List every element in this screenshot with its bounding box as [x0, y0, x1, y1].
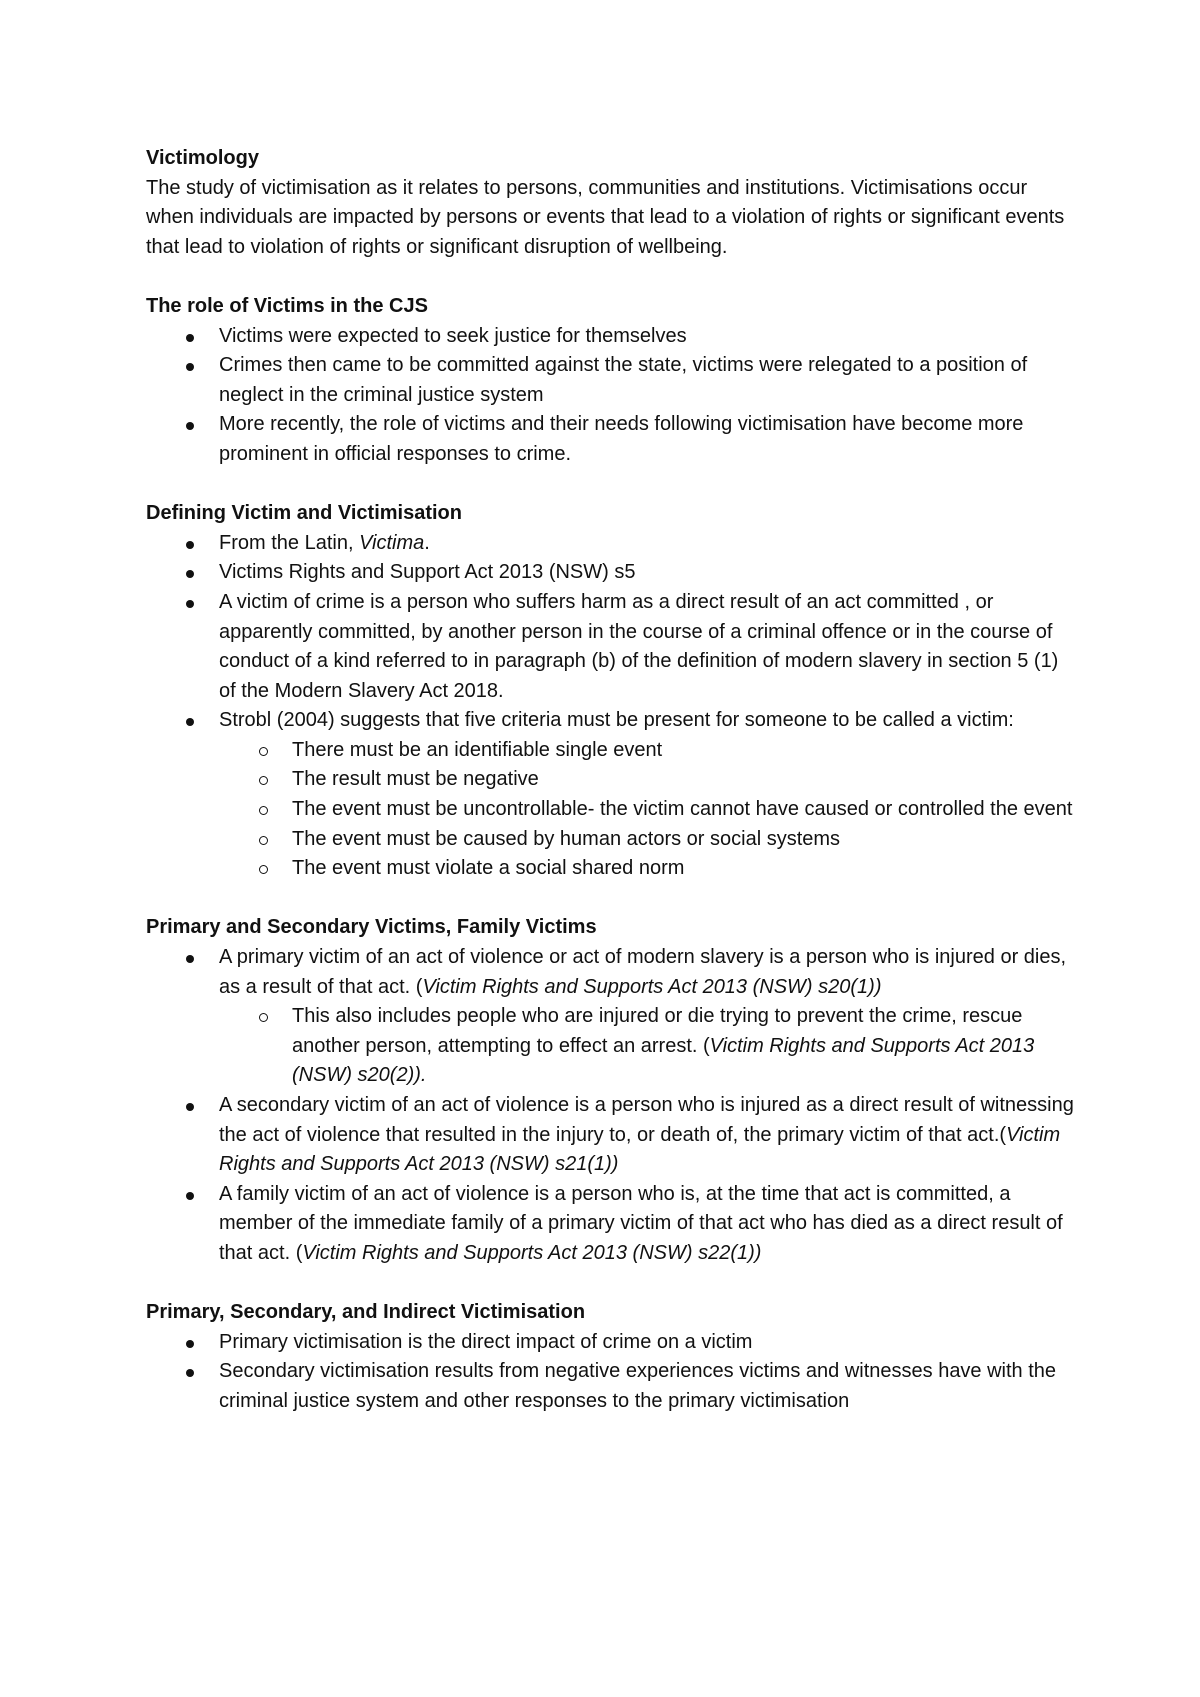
- item-text: A secondary victim of an act of violence is a person who is injured as a direct result of witnessing the act of violence that resulted in the injury to, or death of, the primary victim of that act.(: [219, 1094, 1074, 1146]
- item-text: This also includes people who are injured or die trying to prevent the crime, rescue another person, attempting to effect an arrest. (: [292, 1005, 1023, 1057]
- list-item: Crimes then came to be committed against the state, victims were relegated to a position of neglect in the criminal justice system: [146, 351, 1076, 410]
- latin-term: Victima: [359, 531, 425, 554]
- list-item: [146, 943, 1076, 1091]
- citation: Victim Rights and Supports Act 2013 (NSW) s22(1)): [302, 1241, 762, 1264]
- heading-defining-victim: Defining Victim and Victimisation: [146, 502, 462, 525]
- list-item: Victims Rights and Support Act 2013 (NSW) s5: [146, 558, 1076, 588]
- list-item: [146, 706, 1076, 884]
- list-item: More recently, the role of victims and their needs following victimisation have become more prominent in official responses to crime.: [146, 410, 1076, 469]
- list-item: The event must violate a social shared norm: [219, 854, 1076, 884]
- spacer: [146, 1269, 1076, 1299]
- heading-role-of-victims: The role of Victims in the CJS: [146, 294, 428, 317]
- list-item: The event must be caused by human actors or social systems: [219, 825, 1076, 855]
- spacer: [146, 262, 1076, 292]
- item-text: From the Latin,: [219, 531, 360, 554]
- victimology-paragraph: The study of victimisation as it relates to persons, communities and institutions. Victimisations occur when individuals are impacted by persons or events that lead to a violation of rights or significant events that lead to violation of rights or significant disruption of wellbeing.: [146, 176, 1065, 258]
- list-item: Victims were expected to seek justice for themselves: [146, 322, 1076, 352]
- role-list: [146, 322, 1076, 470]
- document-page: [146, 144, 1076, 1417]
- victimisation-list: [146, 1328, 1076, 1417]
- list-item: [146, 1091, 1076, 1180]
- citation: Victim Rights and Supports Act 2013 (NSW) s21(1)): [219, 1123, 1061, 1176]
- item-text: A family victim of an act of violence is a person who is, at the time that act is committed, a member of the immediate family of a primary victim of that act who has died as a direct result of that act. (: [219, 1182, 1063, 1264]
- spacer: [146, 884, 1076, 914]
- list-item: [146, 529, 1076, 559]
- heading-victimisation-types: Primary, Secondary, and Indirect Victimisation: [146, 1301, 586, 1324]
- list-item: [219, 1002, 1076, 1091]
- heading-victimology: Victimology: [146, 147, 259, 169]
- list-item: Primary victimisation is the direct impact of crime on a victim: [146, 1328, 1076, 1358]
- citation: Victim Rights and Supports Act 2013 (NSW) s20(1)): [422, 975, 882, 998]
- spacer: [146, 470, 1076, 500]
- defining-list: [146, 529, 1076, 884]
- heading-primary-secondary: Primary and Secondary Victims, Family Victims: [146, 916, 597, 939]
- list-item: A victim of crime is a person who suffers harm as a direct result of an act committed , or apparently committed, by another person in the course of a criminal offence or in the course of conduct of a kind referred to in paragraph (b) of the definition of modern slavery in section 5 (1) of the Modern Slavery Act 2018.: [146, 588, 1076, 706]
- citation: Victim Rights and Supports Act 2013 (NSW) s20(2)).: [292, 1034, 1035, 1087]
- item-text: .: [424, 531, 430, 554]
- primary-secondary-list: [146, 943, 1076, 1269]
- criteria-list: [146, 736, 1076, 884]
- item-text: Strobl (2004) suggests that five criteria must be present for someone to be called a victim:: [219, 709, 1014, 732]
- list-item: The result must be negative: [219, 765, 1076, 795]
- list-item: There must be an identifiable single event: [219, 736, 1076, 766]
- list-item: The event must be uncontrollable- the victim cannot have caused or controlled the event: [219, 795, 1076, 825]
- list-item: [146, 1180, 1076, 1269]
- sub-list: [146, 1002, 1076, 1091]
- item-text: A primary victim of an act of violence or act of modern slavery is a person who is injured or dies, as a result of that act. (: [219, 946, 1067, 998]
- list-item: Secondary victimisation results from negative experiences victims and witnesses have with the criminal justice system and other responses to the primary victimisation: [146, 1357, 1076, 1416]
